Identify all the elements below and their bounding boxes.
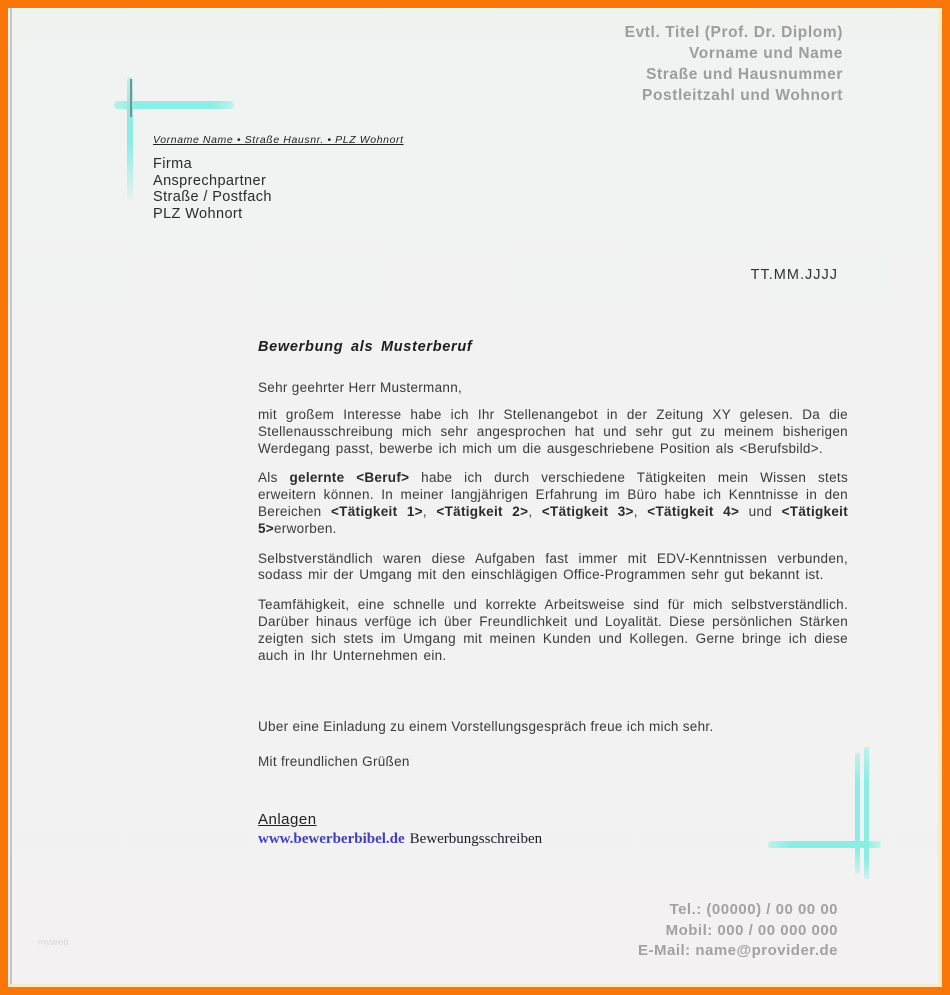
sender-header-line: Vorname und Name [688,45,843,62]
salutation: Sehr geehrter Herr Mustermann, [258,380,463,395]
recipient-line: Firma [153,156,193,172]
body-paragraph: Als gelernte <Beruf> habe ich durch verschiedene Tätigkeiten mein Wissen stets erweitern können. In meiner langjährigen Erfahrung im Büro habe ich Kenntnisse in den Bereichen <Tätigkeit 1>, <Tätigkeit 2>, <Tätigkeit 3>, <Tätigkeit 4> und <Tätigkeit 5>erworben. [258,470,849,536]
body-paragraph: mit großem Interesse habe ich Ihr Stellenangebot in der Zeitung XY gelesen. Da die Stellenausschreibung mich sehr angesprochen hat und sehr gut zu meinem bisherigen Werdegang passt, bewerbe ich mich um die ausgeschriebene Position als <Berufsbild>. [258,407,848,456]
subject-line: Bewerbung als Musterberuf [258,339,473,355]
return-address-line: Vorname Name • Straße Hausnr. • PLZ Wohnort [153,134,404,146]
phone-line: Tel.: (00000) / 00 00 00 [669,901,838,918]
crop-mark-bottom-right-vertical [855,753,860,874]
scan-edge-line [10,8,12,987]
sender-header-line: Evtl. Titel (Prof. Dr. Diplom) [624,24,843,41]
body-paragraph: Teamfähigkeit, eine schnelle und korrekte Arbeitsweise sind für mich selbstverständlich. Darüber hinaus verfüge ich über Freundlichkeit und Loyalität. Diese persönlichen Stärken zeigten sich stets im Umgang mit meinen Kunden und Kollegen. Gerne bringe ich diese auch in Ihr Unternehmen ein. [258,597,848,663]
sender-header-block [625,22,843,106]
body-paragraph: Selbstverständlich waren diese Aufgaben fast immer mit EDV-Kenntnissen verbunden, sodass mir der Umgang mit den einschlägigen Office-Programmen sehr gut bekannt ist. [258,550,848,583]
sender-header-line: Straße und Hausnummer [646,66,843,83]
sender-header-line: Postleitzahl und Wohnort [642,87,843,104]
website-link[interactable]: www.bewerberbibel.de [258,831,405,847]
valediction: Mit freundlichen Grüßen [258,754,410,769]
enclosures-line [258,831,542,848]
recipient-line: PLZ Wohnort [153,205,243,222]
enclosures-heading: Anlagen [258,811,317,828]
closing-line: Uber eine Einladung zu einem Vorstellungsgespräch freue ich mich sehr. [258,719,714,734]
mobile-line: Mobil: 000 / 00 000 000 [665,921,838,939]
crop-mark-bottom-right-vertical [864,747,869,879]
date-placeholder: TT.MM.JJJJ [750,267,838,283]
recipient-line: Straße / Postfach [153,189,272,205]
enclosures-item: Bewerbungsschreiben [409,831,543,847]
recipient-line: Ansprechpartner [153,172,267,189]
contact-block [638,900,838,962]
letter-body [258,407,848,677]
recipient-block [153,134,404,222]
email-line: E-Mail: name@provider.de [637,942,838,959]
watermark-text: myweb [38,937,70,947]
crop-mark-top-left-tick [130,79,132,117]
